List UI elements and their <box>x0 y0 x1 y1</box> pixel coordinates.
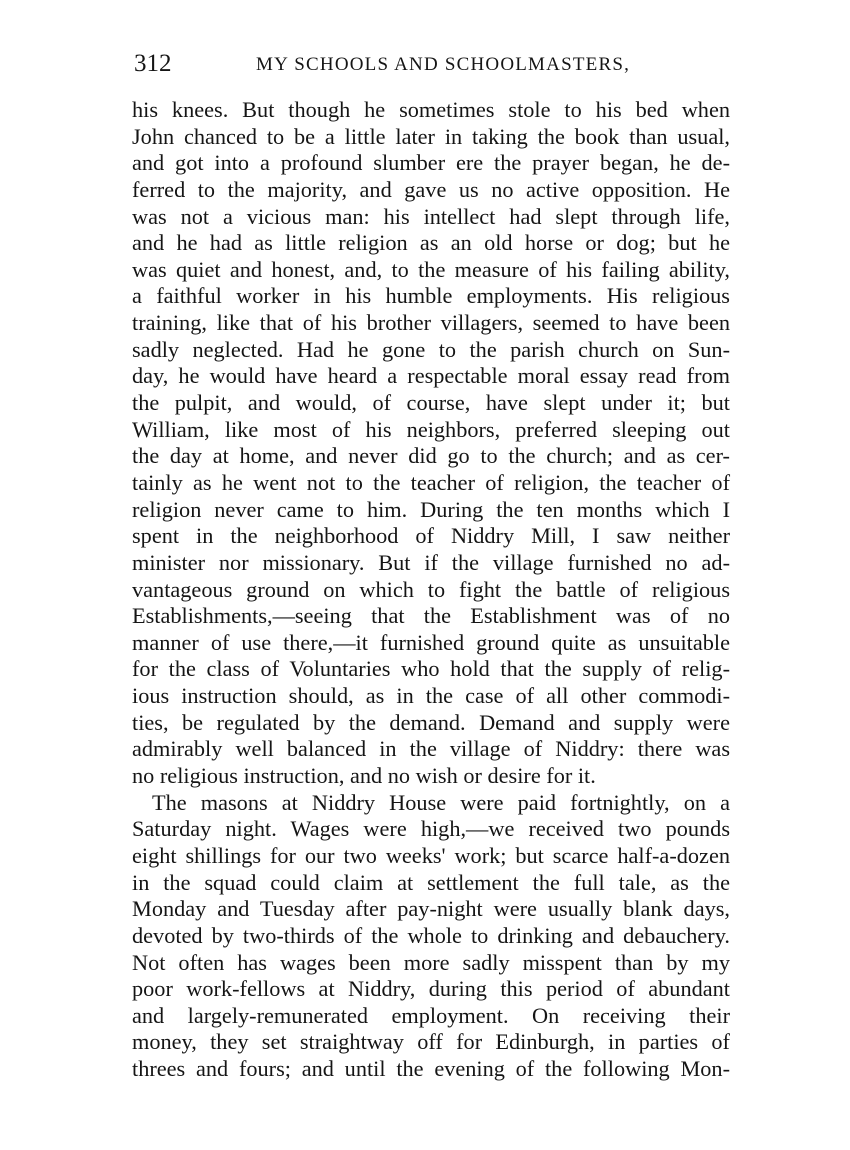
text-line: minister nor missionary. But if the village furnished no ad- <box>132 549 730 575</box>
text-line: Establishments,—seeing that the Establishment was of no <box>132 603 730 629</box>
text-line: religion never came to him. During the ten months which I <box>132 496 730 522</box>
text-line: manner of use there,—it furnished ground quite as unsuitable <box>132 629 730 655</box>
text-line: devoted by two-thirds of the whole to drinking and debauchery. <box>132 922 730 948</box>
text-line: was not a vicious man: his intellect had slept through life, <box>132 203 730 229</box>
text-line: Not often has wages been more sadly misspent than by my <box>132 949 730 975</box>
text-line: poor work-fellows at Niddry, during this period of abundant <box>132 976 730 1002</box>
page-number: 312 <box>134 50 172 77</box>
text-line: his knees. But though he sometimes stole to his bed when <box>132 97 730 122</box>
text-line: ties, be regulated by the demand. Demand and supply were <box>132 709 730 735</box>
text-line: The masons at Niddry House were paid fortnightly, on a <box>152 789 730 815</box>
text-line: a faithful worker in his humble employments. His religious <box>132 283 730 309</box>
text-line: sadly neglected. Had he gone to the parish church on Sun- <box>132 336 730 362</box>
text-line: William, like most of his neighbors, preferred sleeping out <box>132 416 730 442</box>
text-line: and largely-remunerated employment. On receiving their <box>132 1002 730 1028</box>
text-line: eight shillings for our two weeks' work; but scarce half-a-dozen <box>132 842 730 868</box>
text-line: for the class of Voluntaries who hold that the supply of relig- <box>132 656 730 682</box>
body-text <box>132 97 730 1083</box>
running-head <box>134 48 730 80</box>
text-line: spent in the neighborhood of Niddry Mill, I saw neither <box>132 523 730 549</box>
paragraph <box>132 790 730 1083</box>
text-line: threes and fours; and until the evening of the following Mon- <box>132 1056 730 1082</box>
paragraph <box>132 97 730 790</box>
text-line: John chanced to be a little later in taking the book than usual, <box>132 123 730 149</box>
text-line: Saturday night. Wages were high,—we received two pounds <box>132 816 730 842</box>
text-line: training, like that of his brother villagers, seemed to have been <box>132 310 730 336</box>
text-line: the day at home, and never did go to the church; and as cer- <box>132 443 730 469</box>
text-line: in the squad could claim at settlement the full tale, as the <box>132 869 730 895</box>
text-line: the pulpit, and would, of course, have slept under it; but <box>132 390 730 416</box>
text-line: admirably well balanced in the village of Niddry: there was <box>132 736 730 762</box>
text-line: was quiet and honest, and, to the measure of his failing ability, <box>132 256 730 282</box>
text-line: vantageous ground on which to fight the battle of religious <box>132 576 730 602</box>
text-line: no religious instruction, and no wish or desire for it. <box>132 763 596 789</box>
text-line: and he had as little religion as an old horse or dog; but he <box>132 230 730 256</box>
text-line: money, they set straightway off for Edinburgh, in parties of <box>132 1029 730 1055</box>
text-line: Monday and Tuesday after pay-night were usually blank days, <box>132 896 730 922</box>
text-line: tainly as he went not to the teacher of religion, the teacher of <box>132 469 730 495</box>
text-line: and got into a profound slumber ere the prayer began, he de- <box>132 150 730 176</box>
text-line: ferred to the majority, and gave us no active opposition. He <box>132 176 730 202</box>
text-line: day, he would have heard a respectable moral essay read from <box>132 363 730 389</box>
running-title: MY SCHOOLS AND SCHOOLMASTERS, <box>256 54 631 75</box>
text-line: ious instruction should, as in the case of all other commodi- <box>132 683 730 709</box>
